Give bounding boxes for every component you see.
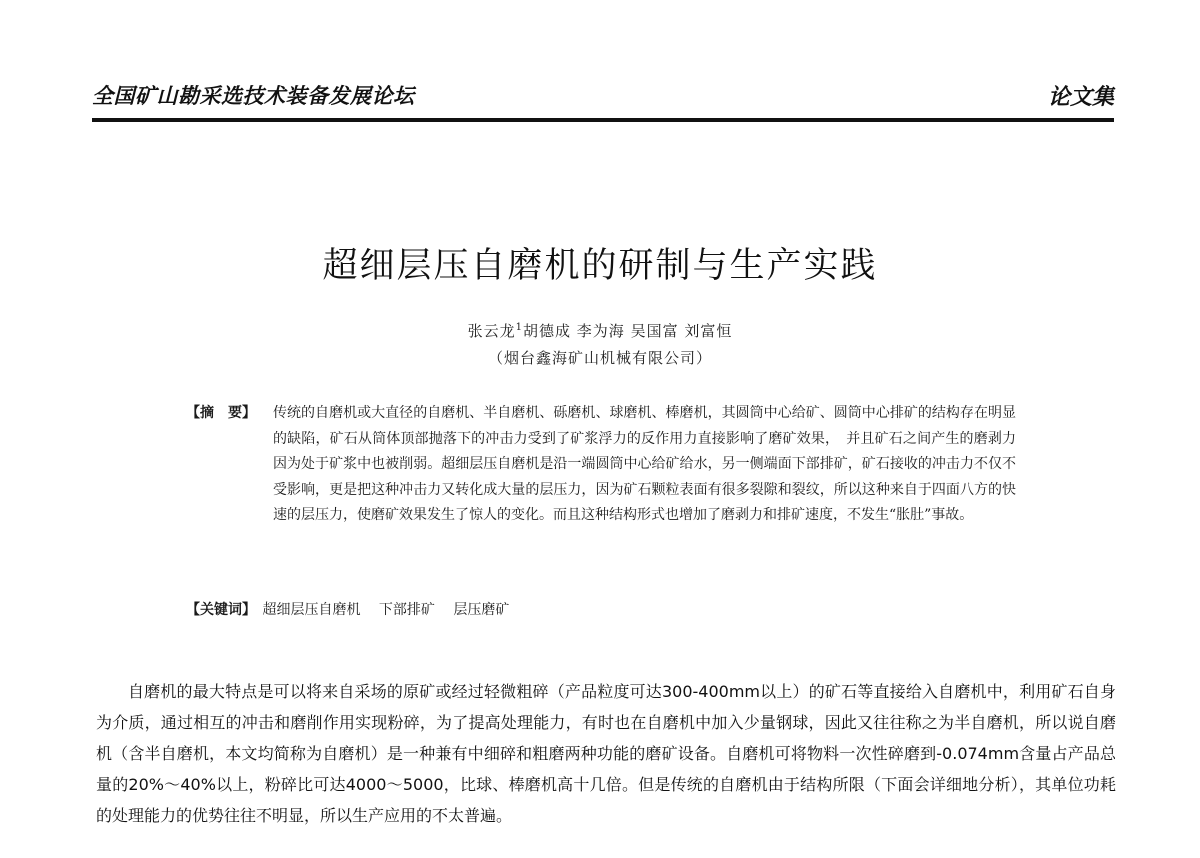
forum-name: 全国矿山勘采选技术装备发展论坛 [92,84,415,108]
author-affiliation-mark: 1 [515,322,524,333]
keyword-item: 下部排矿 [378,602,435,618]
abstract-label: 【摘 要】 [186,405,256,421]
affiliation: （烟台鑫海矿山机械有限公司） [487,349,712,367]
body-paragraph: 自磨机的最大特点是可以将来自采场的原矿或经过轻微粗碎（产品粒度可达300-400mm以上）的矿石等直接给入自磨机中，利用矿石自身为介质，通过相互的冲击和磨削作用实现粉碎，为了提高处理能力，有时也在自磨机中加入少量钢球，因此又往往称之为半自磨机，所以说自磨机（含半自磨机，本文均简称为自磨机）是一种兼有中细碎和粗磨两种功能的磨矿设备。自磨机可将物料一次性碎磨到-0.074mm含量占产品总量的20%～40%以上，粉碎比可达4000～5000，比球、棒磨机高十几倍。但是传统的自磨机由于结构所限（下面会详细地分析），其单位功耗的处理能力的优势往往不明显，所以生产应用的不太普遍。 [96,682,1116,825]
keywords [186,598,1016,623]
running-header [92,76,1114,116]
author-list [0,320,1200,341]
header-rule [92,118,1114,122]
abstract [186,401,1016,529]
keywords-label: 【关键词】 [186,602,256,618]
keyword-item: 超细层压自磨机 [262,602,361,618]
first-author: 张云龙 [467,322,516,340]
abstract-text: 传统的自磨机或大直径的自磨机、半自磨机、砾磨机、球磨机、棒磨机，其圆筒中心给矿、圆筒中心排矿的结构存在明显的缺陷，矿石从筒体顶部抛落下的冲击力受到了矿浆浮力的反作用力直接影响了磨矿效果， 并且矿石之间产生的磨剥力因为处于矿浆中也被削弱。超细层压自磨机是沿一端圆筒中心给矿给水，另一侧端面下部排矿，矿石接收的冲击力不仅不受影响，更是把这种冲击力又转化成大量的层压力，因为矿石颗粒表面有很多裂隙和裂纹，所以这种来自于四面八方的快速的层压力，使磨矿效果发生了惊人的变化。而且这种结构形式也增加了磨剥力和排矿速度，不发生“胀肚”事故。 [273,405,1016,523]
other-authors: 胡德成 李为海 吴国富 刘富恒 [523,322,733,340]
article-title: 超细层压自磨机的研制与生产实践 [322,246,878,286]
section-name: 论文集 [1047,85,1114,110]
keyword-item: 层压磨矿 [453,602,510,618]
